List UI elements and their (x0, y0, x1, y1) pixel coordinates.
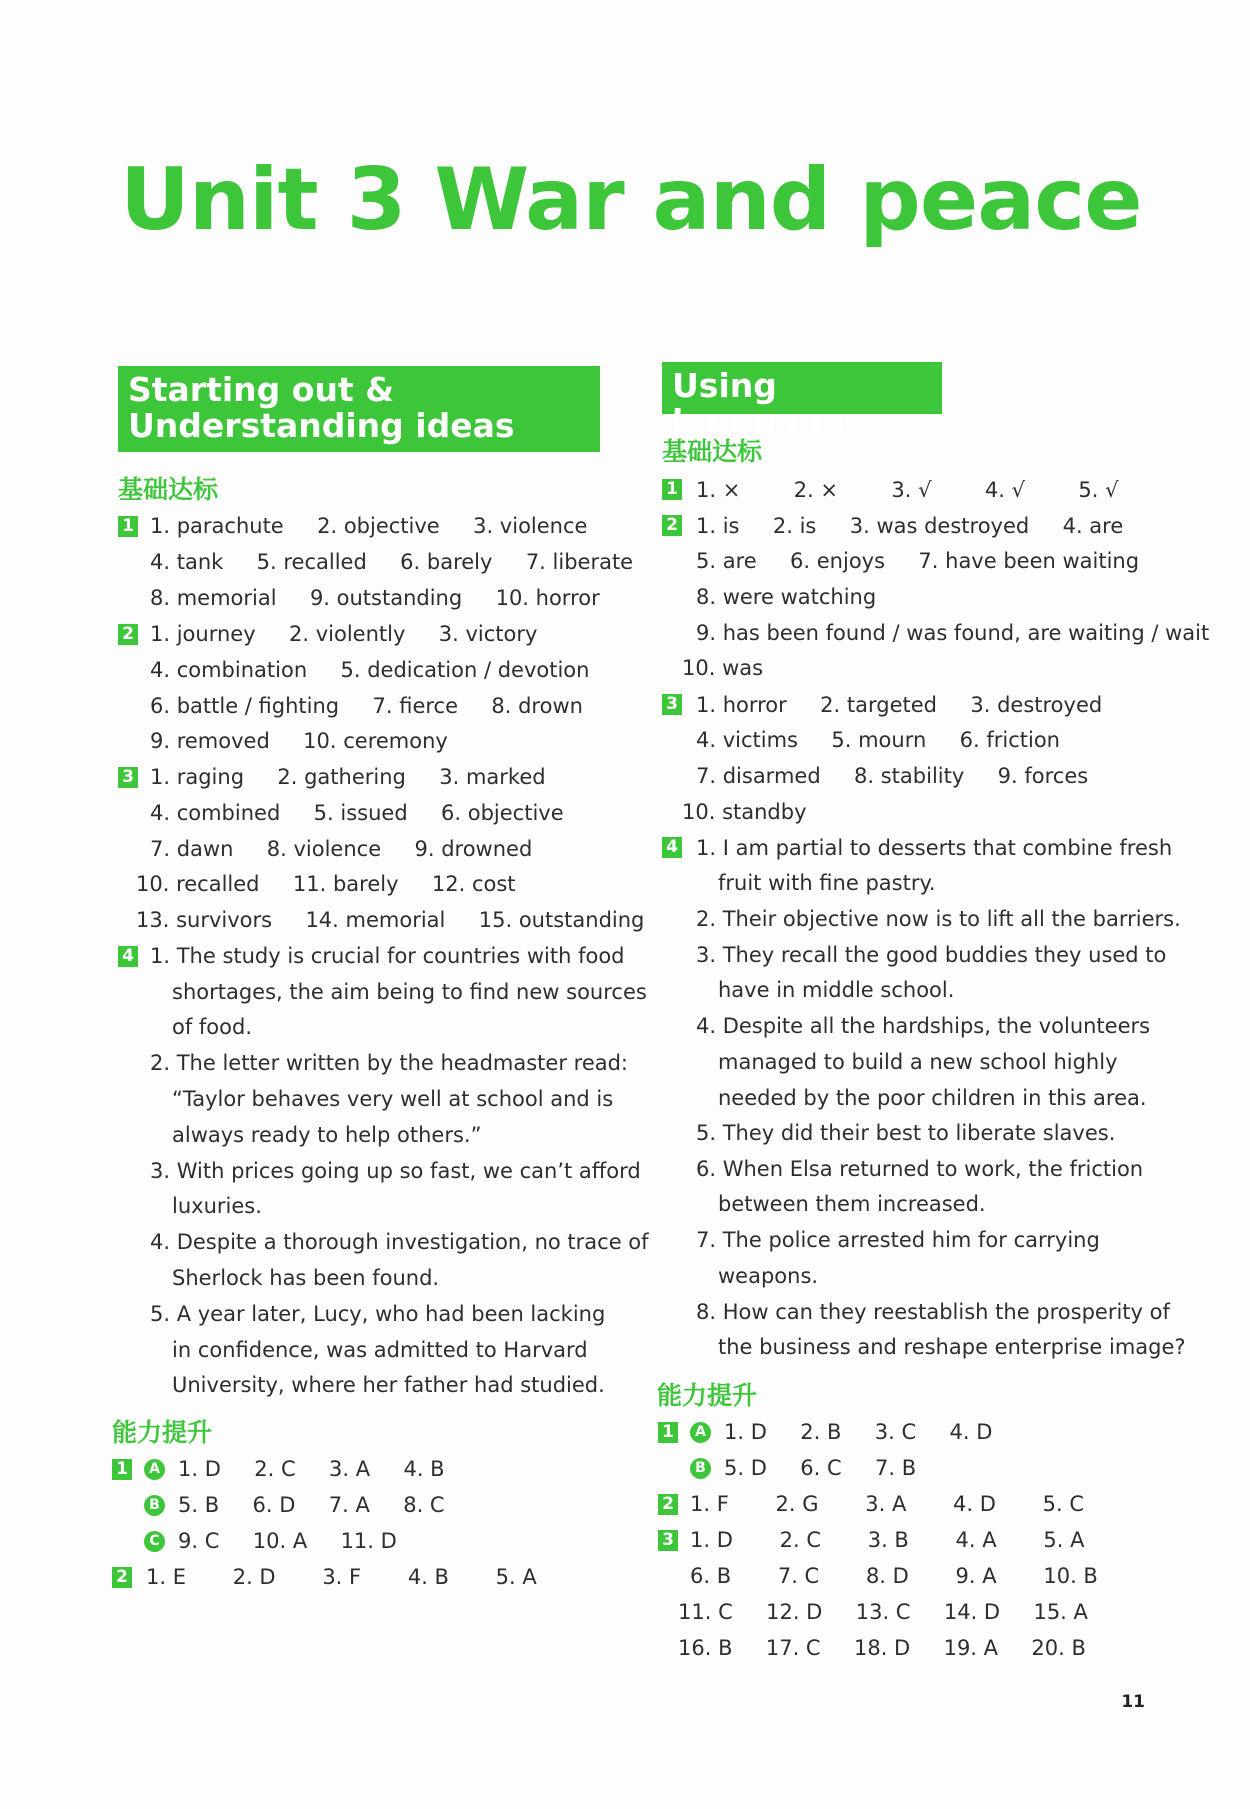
left-line: 10. recalled 11. barely 12. cost (136, 872, 516, 896)
right-line: fruit with fine pastry. (718, 871, 936, 895)
right-exercise-3-marker: 3 (662, 694, 682, 715)
right-exercise-1-marker: 1 (662, 479, 682, 500)
right-line: 3. They recall the good buddies they used to (696, 943, 1167, 967)
right-circle-b: B (690, 1458, 711, 1479)
left-circle-b: B (144, 1495, 165, 1516)
left-advanced-1-marker: 1 (112, 1459, 132, 1480)
right-line: between them increased. (718, 1192, 986, 1216)
left-line: 4. combination 5. dedication / devotion (150, 658, 590, 682)
right-line: 8. were watching (696, 585, 877, 609)
left-line: in confidence, was admitted to Harvard (172, 1338, 588, 1362)
left-line: luxuries. (172, 1194, 262, 1218)
left-exercise-4-marker: 4 (118, 946, 138, 967)
right-line: 9. has been found / was found, are waiting / wait (696, 621, 1210, 645)
left-line: 4. combined 5. issued 6. objective (150, 801, 564, 825)
right-advanced-line: 16. B 17. C 18. D 19. A 20. B (678, 1636, 1086, 1660)
right-line: 5. are 6. enjoys 7. have been waiting (696, 549, 1140, 573)
right-section-banner: Using language (662, 362, 942, 414)
left-line: 1. parachute 2. objective 3. violence (150, 514, 588, 538)
right-advanced-1-marker: 1 (658, 1422, 678, 1443)
left-line: 1. journey 2. violently 3. victory (150, 622, 538, 646)
right-line: 4. Despite all the hardships, the volunteers (696, 1014, 1151, 1038)
left-exercise-3-marker: 3 (118, 767, 138, 788)
left-line: shortages, the aim being to find new sources (172, 980, 647, 1004)
right-line: needed by the poor children in this area. (718, 1086, 1147, 1110)
right-line: 1. is 2. is 3. was destroyed 4. are (696, 514, 1124, 538)
right-line: weapons. (718, 1264, 819, 1288)
right-line: 6. When Elsa returned to work, the friction (696, 1157, 1144, 1181)
left-line: 1. The study is crucial for countries with food (150, 944, 625, 968)
right-exercise-4-marker: 4 (662, 837, 682, 858)
left-advanced-line: 9. C 10. A 11. D (178, 1529, 397, 1553)
right-advanced-line: 1. D 2. B 3. C 4. D (724, 1420, 993, 1444)
right-line: 1. horror 2. targeted 3. destroyed (696, 693, 1103, 717)
right-line: have in middle school. (718, 978, 955, 1002)
left-line: 1. raging 2. gathering 3. marked (150, 765, 546, 789)
left-advanced-2-marker: 2 (112, 1567, 132, 1588)
left-line: 8. memorial 9. outstanding 10. horror (150, 586, 600, 610)
right-advanced-line: 11. C 12. D 13. C 14. D 15. A (678, 1600, 1088, 1624)
right-line: 1. × 2. × 3. √ 4. √ 5. √ (696, 478, 1119, 502)
left-exercise-1-marker: 1 (118, 516, 138, 537)
right-advanced-line: 1. D 2. C 3. B 4. A 5. A (690, 1528, 1085, 1552)
left-line: 4. Despite a thorough investigation, no trace of (150, 1230, 649, 1254)
right-advanced-3-marker: 3 (658, 1530, 678, 1551)
right-advanced-line: 6. B 7. C 8. D 9. A 10. B (690, 1564, 1098, 1588)
right-line: 10. standby (682, 800, 807, 824)
right-advanced-line: 5. D 6. C 7. B (724, 1456, 917, 1480)
right-line: 2. Their objective now is to lift all the barriers. (696, 907, 1181, 931)
page-title: Unit 3 War and peace (120, 150, 1142, 250)
right-line: managed to build a new school highly (718, 1050, 1118, 1074)
right-line: the business and reshape enterprise image? (718, 1335, 1186, 1359)
right-line: 7. disarmed 8. stability 9. forces (696, 764, 1089, 788)
right-advanced-line: 1. F 2. G 3. A 4. D 5. C (690, 1492, 1085, 1516)
right-line: 8. How can they reestablish the prosperity of (696, 1300, 1170, 1324)
right-line: 5. They did their best to liberate slaves. (696, 1121, 1116, 1145)
left-line: Sherlock has been found. (172, 1266, 440, 1290)
left-advanced-heading: 能力提升 (112, 1418, 213, 1447)
left-circle-c: C (144, 1531, 165, 1552)
left-line: 2. The letter written by the headmaster read: (150, 1051, 629, 1075)
right-line: 1. I am partial to desserts that combine fresh (696, 836, 1173, 860)
left-line: of food. (172, 1015, 253, 1039)
left-line: University, where her father had studied. (172, 1373, 605, 1397)
right-exercise-2-marker: 2 (662, 515, 682, 536)
left-line: always ready to help others.” (172, 1123, 482, 1147)
left-line: 3. With prices going up so fast, we can’t afford (150, 1159, 641, 1183)
left-line: 4. tank 5. recalled 6. barely 7. liberate (150, 550, 634, 574)
left-line: 7. dawn 8. violence 9. drowned (150, 837, 533, 861)
left-line: “Taylor behaves very well at school and is (172, 1087, 614, 1111)
right-line: 10. was (682, 656, 764, 680)
right-line: 4. victims 5. mourn 6. friction (696, 728, 1060, 752)
left-circle-a: A (144, 1459, 165, 1480)
left-advanced-line: 5. B 6. D 7. A 8. C (178, 1493, 445, 1517)
right-basic-heading: 基础达标 (662, 437, 763, 466)
left-advanced-line: 1. E 2. D 3. F 4. B 5. A (146, 1565, 537, 1589)
left-basic-heading: 基础达标 (118, 475, 219, 504)
right-advanced-2-marker: 2 (658, 1494, 678, 1515)
left-advanced-line: 1. D 2. C 3. A 4. B (178, 1457, 445, 1481)
page-number: 11 (1121, 1692, 1145, 1712)
left-section-banner: Starting out & Understanding ideas (118, 366, 600, 452)
left-exercise-2-marker: 2 (118, 624, 138, 645)
right-circle-a: A (690, 1422, 711, 1443)
right-line: 7. The police arrested him for carrying (696, 1228, 1100, 1252)
left-line: 9. removed 10. ceremony (150, 729, 448, 753)
left-line: 13. survivors 14. memorial 15. outstanding (136, 908, 645, 932)
left-line: 5. A year later, Lucy, who had been lacking (150, 1302, 606, 1326)
left-line: 6. battle / fighting 7. fierce 8. drown (150, 694, 583, 718)
right-advanced-heading: 能力提升 (657, 1381, 758, 1410)
